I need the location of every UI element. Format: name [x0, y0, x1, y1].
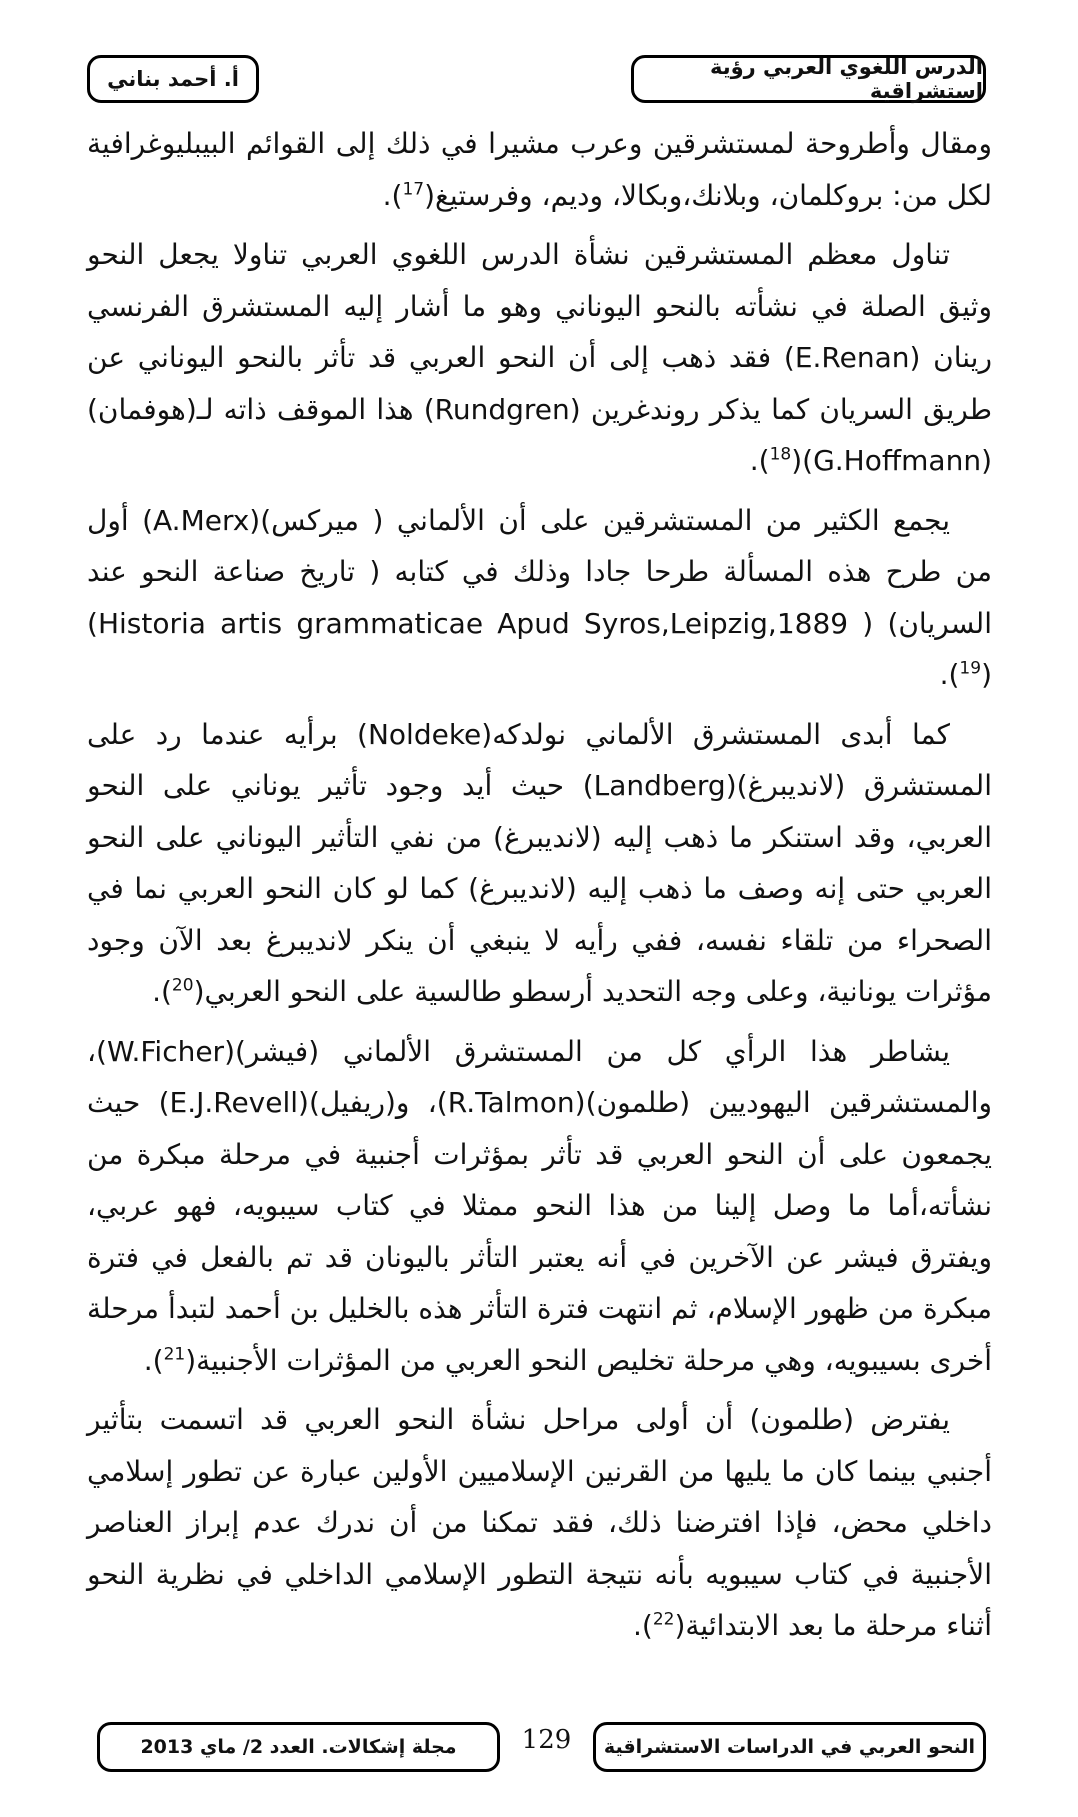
article-title-header-box	[631, 55, 986, 103]
paragraph-text: يجمع الكثير من المستشرقين على أن الألماني ( ميركس)(A.Merx) أول من طرح هذه المسألة طرحا جادا وذلك في كتابه ( تاريخ صناعة النحو عند السريان) ( Historia artis grammaticae Apud Syros,Leipzig,1889)(	[87, 503, 992, 691]
section-title: النحو العربي في الدراسات الاستشراقية	[603, 1736, 976, 1758]
paragraph-end: ).	[152, 975, 172, 1008]
author-header-box	[87, 55, 259, 103]
paragraph-end: ).	[143, 1343, 164, 1377]
journal-footer-box	[97, 1722, 500, 1772]
paragraph-text: كما أبدى المستشرق الألماني نولدكه(Noldeke) برأيه عندما رد على المستشرق (لانديبرغ)(Landberg) حيث أيد وجود تأثير يوناني على النحو العربي، وقد استنكر ما ذهب إليه (لانديبرغ) من نفي التأثير اليوناني على النحو العربي حتى إنه وصف ما ذهب إليه (لانديبرغ) كما لو كان النحو العربي نما في الصحراء من تلقاء نفسه، ففي رأيه لا ينبغي أن ينكر لانديبرغ بعد الآن وجود مؤثرات يونانية، وعلى وجه التحديد أرسطو طالسية على النحو العربي(	[87, 717, 992, 1008]
footnote-ref: 19	[959, 658, 982, 679]
paragraph-end: ).	[749, 444, 770, 477]
paragraph-text: تناول معظم المستشرقين نشأة الدرس اللغوي العربي تناولا يجعل النحو وثيق الصلة في نشأته بالنحو اليوناني وهو ما أشار إليه المستشرق الفرنسي رينان (E.Renan) فقد ذهب إلى أن النحو العربي قد تأثر بالنحو اليوناني عن طريق السريان كما يذكر روندغرين (Rundgren) هذا الموقف ذاته لـ(هوفمان) (G.Hoffmann)(	[87, 238, 992, 477]
page-number: 129	[521, 1725, 572, 1755]
journal-info: مجلة إشكالات. العدد 2/ ماي 2013	[140, 1736, 457, 1758]
paragraph-text: يفترض (طلمون) أن أولى مراحل نشأة النحو العربي قد اتسمت بتأثير أجنبي بينما كان ما يليها من القرنين الإسلاميين الأولين عبارة عن تطور إسلامي داخلي محض، فإذا افترضنا ذلك، فقد تمكنا من أن ندرك عدم إبراز العناصر الأجنبية في كتاب سيبويه بأنه نتيجة التطور الإسلامي الداخلي في نظرية النحو أثناء مرحلة ما بعد الابتدائية(	[87, 1403, 992, 1642]
paragraph-merx	[87, 495, 992, 701]
paragraph-end: ).	[633, 1609, 653, 1642]
article-title: الدرس اللغوي العربي رؤية استشراقية	[709, 55, 983, 103]
paragraph-continuation	[87, 118, 992, 221]
article-body	[87, 118, 992, 1660]
paragraph-noldeke	[87, 709, 992, 1018]
paragraph-text: ومقال وأطروحة لمستشرقين وعرب مشيرا في ذلك إلى القوائم البيبليوغرافية لكل من: بروكلمان، وبلانك،وبكالا، وديم، وفرستيغ(	[87, 127, 992, 212]
footnote-ref: 21	[163, 1344, 186, 1365]
paragraph-end: ).	[382, 178, 403, 212]
paragraph-ficher	[87, 1026, 992, 1387]
author-name: أ. أحمد بناني	[107, 67, 239, 91]
footnote-ref: 18	[769, 444, 792, 465]
footnote-ref: 22	[652, 1609, 675, 1630]
section-footer-box	[593, 1722, 986, 1772]
footnote-ref: 17	[402, 179, 425, 200]
paragraph-talmon	[87, 1394, 992, 1652]
paragraph-text: يشاطر هذا الرأي كل من المستشرق الألماني (فيشر)(W.Ficher)، والمستشرقين اليهوديين (طلمون)(R.Talmon)، و(ريفيل)(E.J.Revell) حيث يجمعون على أن النحو العربي قد تأثر بمؤثرات أجنبية في مرحلة مبكرة من نشأته،أما ما وصل إلينا من هذا النحو ممثلا في كتاب سيبويه، فهو عربي، ويفترق فيشر عن الآخرين في أنه يعتبر التأثر باليونان قد تم بالفعل في فترة مبكرة من ظهور الإسلام، ثم انتهت فترة التأثر هذه بالخليل بن أحمد لتبدأ مرحلة أخرى بسيبويه، وهي مرحلة تخليص النحو العربي من المؤثرات الأجنبية(	[87, 1034, 992, 1377]
paragraph-renan	[87, 229, 992, 487]
footnote-ref: 20	[171, 975, 194, 996]
paragraph-end: ).	[939, 658, 960, 691]
